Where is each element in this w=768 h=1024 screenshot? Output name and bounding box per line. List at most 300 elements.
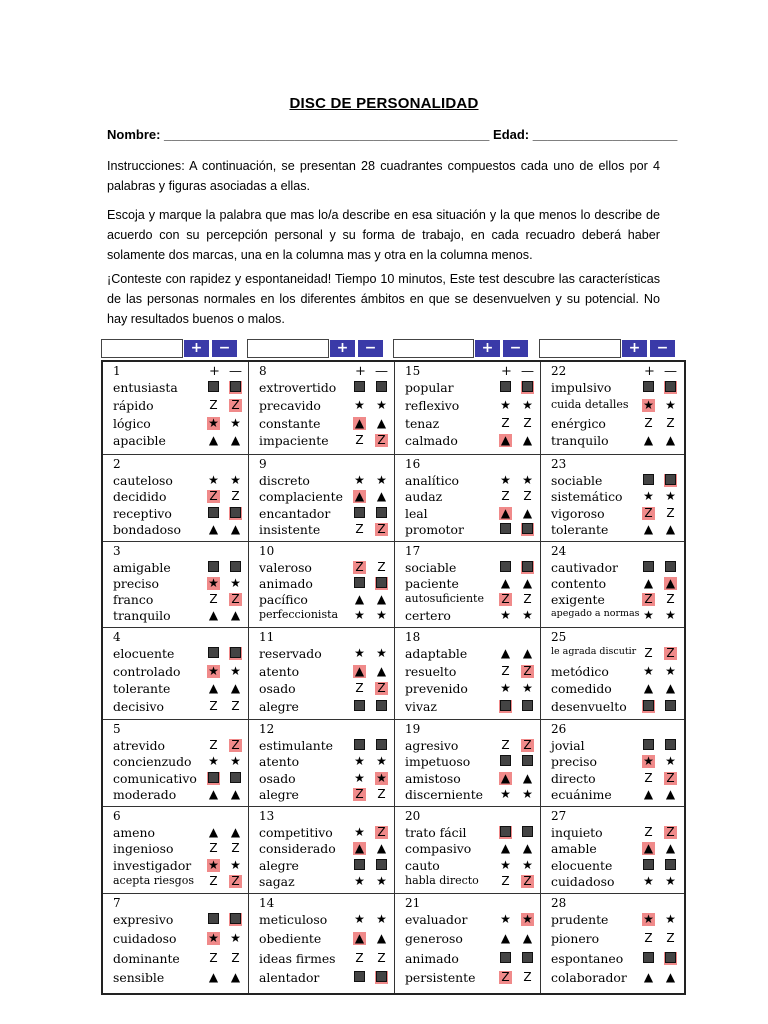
plus-star-icon[interactable]: ★ <box>500 786 511 801</box>
minus-square-icon[interactable] <box>664 859 677 872</box>
word-option: osado <box>259 681 296 696</box>
plus-square-icon[interactable] <box>353 381 366 394</box>
plus-star-icon[interactable]: ★ <box>208 576 219 590</box>
minus-z-letter-icon[interactable]: Z <box>231 698 240 713</box>
plus-square-icon[interactable] <box>499 381 512 394</box>
minus-triangle-icon[interactable]: ▲ <box>376 489 387 504</box>
plus-star-icon[interactable]: ★ <box>208 931 219 946</box>
plus-star-icon[interactable]: ★ <box>354 608 365 622</box>
minus-square-icon[interactable] <box>229 381 242 394</box>
plus-star-icon[interactable]: ★ <box>500 473 511 487</box>
minus-square-icon[interactable] <box>521 826 534 839</box>
word-option: lógico <box>113 415 151 431</box>
quadrant-3 <box>103 542 249 628</box>
quadrant-16 <box>395 455 541 542</box>
column-header-box <box>101 339 183 358</box>
quadrant-number: 27 <box>551 809 567 823</box>
plus-star-icon[interactable]: ★ <box>208 415 219 430</box>
minus-square-icon[interactable] <box>664 474 677 487</box>
minus-z-letter-icon[interactable]: Z <box>523 592 532 606</box>
minus-triangle-icon[interactable]: ▲ <box>522 433 533 448</box>
plus-triangle-icon[interactable]: ▲ <box>354 415 365 430</box>
plus-star-icon[interactable]: ★ <box>208 663 219 678</box>
word-option: expresivo <box>113 912 174 927</box>
minus-z-letter-icon[interactable]: Z <box>377 786 386 801</box>
plus-star-icon[interactable]: ★ <box>643 663 654 678</box>
plus-triangle-icon[interactable]: ▲ <box>208 969 219 984</box>
word-option: tolerante <box>551 521 609 537</box>
minus-star-icon[interactable]: ★ <box>376 397 387 412</box>
word-option: decisivo <box>113 698 164 714</box>
plus-star-icon[interactable]: ★ <box>354 646 365 660</box>
plus-triangle-icon[interactable]: ▲ <box>500 433 511 448</box>
plus-square-icon[interactable] <box>353 739 366 752</box>
plus-triangle-icon[interactable]: ▲ <box>208 825 219 839</box>
plus-z-letter-icon[interactable]: Z <box>353 788 366 801</box>
plus-z-letter-icon[interactable]: Z <box>644 825 653 839</box>
word-option: constante <box>259 415 321 431</box>
plus-z-letter-icon[interactable]: Z <box>209 698 218 713</box>
minus-star-icon[interactable]: ★ <box>230 663 241 678</box>
minus-triangle-icon[interactable]: ▲ <box>665 521 676 536</box>
document-title: DISC DE PERSONALIDAD <box>289 95 479 112</box>
minus-square-icon[interactable] <box>229 772 242 785</box>
minus-star-icon[interactable]: ★ <box>376 646 387 660</box>
word-option: cuida detalles <box>551 397 629 411</box>
minus-star-icon[interactable]: ★ <box>665 873 676 888</box>
minus-square-icon[interactable] <box>375 577 388 590</box>
plus-star-icon[interactable]: ★ <box>643 489 654 504</box>
plus-star-icon[interactable]: ★ <box>500 857 511 872</box>
minus-star-icon[interactable]: ★ <box>376 754 387 769</box>
minus-z-letter-icon[interactable]: Z <box>664 826 677 839</box>
plus-square-icon[interactable] <box>207 507 220 520</box>
minus-column-button[interactable]: − <box>503 340 528 357</box>
plus-square-icon[interactable] <box>207 772 220 785</box>
minus-z-letter-icon[interactable]: Z <box>377 560 386 574</box>
minus-square-icon[interactable] <box>521 755 534 768</box>
plus-square-icon[interactable] <box>207 913 220 926</box>
minus-star-icon[interactable]: ★ <box>522 397 533 412</box>
minus-z-letter-icon[interactable]: Z <box>664 647 677 660</box>
plus-star-icon[interactable]: ★ <box>208 473 219 487</box>
word-option: ameno <box>113 825 155 840</box>
plus-z-letter-icon[interactable]: Z <box>209 397 218 412</box>
word-option: amable <box>551 841 597 857</box>
minus-square-icon[interactable] <box>664 561 677 574</box>
minus-triangle-icon[interactable]: ▲ <box>522 505 533 520</box>
plus-triangle-icon[interactable]: ▲ <box>208 608 219 622</box>
minus-square-icon[interactable] <box>375 700 388 713</box>
plus-triangle-icon[interactable]: ▲ <box>643 681 654 695</box>
plus-square-icon[interactable] <box>642 952 655 965</box>
plus-z-letter-icon[interactable]: Z <box>644 646 653 660</box>
plus-star-icon[interactable]: ★ <box>643 912 654 926</box>
minus-star-icon[interactable]: ★ <box>376 912 387 926</box>
word-option: audaz <box>405 489 443 505</box>
minus-triangle-icon[interactable]: ▲ <box>665 576 676 590</box>
plus-star-icon[interactable]: ★ <box>643 873 654 888</box>
plus-triangle-icon[interactable]: ▲ <box>500 931 511 946</box>
word-option: alegre <box>259 698 299 714</box>
minus-square-icon[interactable] <box>521 381 534 394</box>
word-option: estimulante <box>259 738 334 753</box>
minus-triangle-icon[interactable]: ▲ <box>230 521 241 536</box>
minus-triangle-icon[interactable]: ▲ <box>522 841 533 856</box>
minus-square-icon[interactable] <box>521 561 534 574</box>
minus-star-icon[interactable]: ★ <box>522 681 533 695</box>
minus-z-letter-icon[interactable]: Z <box>231 841 240 856</box>
plus-square-icon[interactable] <box>642 859 655 872</box>
word-option: pionero <box>551 931 600 947</box>
minus-column-button[interactable]: − <box>650 340 675 357</box>
word-option: animado <box>405 950 459 966</box>
word-option: le agrada discutir <box>551 646 637 657</box>
word-option: generoso <box>405 931 463 947</box>
minus-triangle-icon[interactable]: ▲ <box>376 592 387 606</box>
minus-z-letter-icon[interactable]: Z <box>377 950 386 965</box>
word-option: pacífico <box>259 592 308 607</box>
minus-z-letter-icon[interactable]: Z <box>375 682 388 695</box>
plus-triangle-icon[interactable]: ▲ <box>354 841 365 856</box>
minus-triangle-icon[interactable]: ▲ <box>665 433 676 448</box>
minus-triangle-icon[interactable]: ▲ <box>376 841 387 856</box>
plus-column-button[interactable]: + <box>475 340 500 357</box>
minus-z-letter-icon[interactable]: Z <box>521 739 534 752</box>
word-option: rápido <box>113 397 154 413</box>
plus-z-letter-icon[interactable]: Z <box>642 593 655 606</box>
minus-square-icon[interactable] <box>375 859 388 872</box>
plus-square-icon[interactable] <box>642 739 655 752</box>
plus-square-icon[interactable] <box>353 700 366 713</box>
word-option: obediente <box>259 931 322 947</box>
minus-triangle-icon[interactable]: ▲ <box>230 433 241 448</box>
plus-z-letter-icon[interactable]: Z <box>644 931 653 946</box>
quadrant-number: 16 <box>405 457 421 471</box>
plus-triangle-icon[interactable]: ▲ <box>643 969 654 984</box>
minus-triangle-icon[interactable]: ▲ <box>230 969 241 984</box>
word-option: perfeccionista <box>259 608 339 621</box>
minus-star-icon[interactable]: ★ <box>522 912 533 926</box>
minus-z-letter-icon[interactable]: Z <box>521 665 534 678</box>
plus-star-icon[interactable]: ★ <box>208 754 219 769</box>
minus-star-icon[interactable]: ★ <box>230 473 241 487</box>
plus-square-icon[interactable] <box>207 647 220 660</box>
plus-z-letter-icon[interactable]: Z <box>207 490 220 503</box>
plus-star-icon[interactable]: ★ <box>354 912 365 926</box>
plus-column-button[interactable]: + <box>330 340 355 357</box>
minus-z-letter-icon[interactable]: Z <box>666 931 675 946</box>
word-option: compasivo <box>405 841 472 857</box>
word-option: colaborador <box>551 969 627 985</box>
plus-triangle-icon[interactable]: ▲ <box>354 592 365 606</box>
minus-square-icon[interactable] <box>229 913 242 926</box>
plus-z-letter-icon[interactable]: Z <box>209 738 218 752</box>
plus-triangle-icon[interactable]: ▲ <box>208 786 219 801</box>
plus-star-icon[interactable]: ★ <box>500 397 511 412</box>
plus-square-icon[interactable] <box>642 381 655 394</box>
minus-triangle-icon[interactable]: ▲ <box>522 931 533 946</box>
plus-square-icon[interactable] <box>353 971 366 984</box>
word-option: tenaz <box>405 415 440 431</box>
plus-square-icon[interactable] <box>499 952 512 965</box>
plus-z-letter-icon[interactable]: Z <box>642 507 655 520</box>
minus-star-icon[interactable]: ★ <box>230 931 241 946</box>
minus-star-icon[interactable]: ★ <box>230 576 241 590</box>
minus-z-letter-icon[interactable]: Z <box>523 415 532 430</box>
word-option: sagaz <box>259 873 295 889</box>
minus-square-icon[interactable] <box>375 739 388 752</box>
timing-note-paragraph: ¡Conteste con rapidez y espontaneidad! Tiempo 10 minutos, Este test descubre las características de las personas normales en los diferentes ámbitos en que se desenvuelven y su potencial. No hay resultados buenos o malos. <box>107 272 660 326</box>
word-option: impetuoso <box>405 754 471 770</box>
plus-triangle-icon[interactable]: ▲ <box>208 521 219 536</box>
minus-star-icon[interactable]: ★ <box>665 663 676 678</box>
minus-square-icon[interactable] <box>521 700 534 713</box>
minus-square-icon[interactable] <box>229 507 242 520</box>
word-option: cauto <box>405 857 440 873</box>
quadrant-number: 2 <box>113 457 121 471</box>
word-option: elocuente <box>551 857 613 873</box>
plus-z-letter-icon[interactable]: Z <box>501 738 510 752</box>
word-option: apacible <box>113 433 166 449</box>
minus-triangle-icon[interactable]: ▲ <box>522 646 533 660</box>
quadrant-number: 6 <box>113 809 121 823</box>
minus-column-button[interactable]: − <box>212 340 237 357</box>
minus-square-icon[interactable] <box>664 739 677 752</box>
quadrant-number: 26 <box>551 722 567 736</box>
plus-z-letter-icon[interactable]: Z <box>355 950 364 965</box>
minus-star-icon[interactable]: ★ <box>522 857 533 872</box>
plus-z-letter-icon[interactable]: Z <box>501 415 510 430</box>
minus-z-letter-icon[interactable]: Z <box>375 826 388 839</box>
minus-square-icon[interactable] <box>375 971 388 984</box>
minus-star-icon[interactable]: ★ <box>522 608 533 622</box>
quadrant-9 <box>249 455 395 542</box>
minus-mark-header: — <box>229 364 242 379</box>
plus-star-icon[interactable]: ★ <box>354 754 365 769</box>
plus-square-icon[interactable] <box>353 577 366 590</box>
word-option: franco <box>113 592 154 607</box>
plus-triangle-icon[interactable]: ▲ <box>643 521 654 536</box>
minus-triangle-icon[interactable]: ▲ <box>665 681 676 695</box>
quadrant-number: 9 <box>259 457 267 471</box>
minus-triangle-icon[interactable]: ▲ <box>665 786 676 801</box>
minus-triangle-icon[interactable]: ▲ <box>230 825 241 839</box>
plus-column-button[interactable]: + <box>184 340 209 357</box>
plus-z-letter-icon[interactable]: Z <box>209 873 218 888</box>
plus-star-icon[interactable]: ★ <box>354 825 365 839</box>
word-option: ingenioso <box>113 841 174 857</box>
minus-triangle-icon[interactable]: ▲ <box>230 608 241 622</box>
quadrant-number: 7 <box>113 896 121 910</box>
minus-z-letter-icon[interactable]: Z <box>521 875 534 888</box>
minus-z-letter-icon[interactable]: Z <box>229 593 242 606</box>
plus-triangle-icon[interactable]: ▲ <box>354 489 365 504</box>
minus-star-icon[interactable]: ★ <box>665 912 676 926</box>
plus-star-icon[interactable]: ★ <box>354 873 365 888</box>
plus-square-icon[interactable] <box>207 381 220 394</box>
minus-triangle-icon[interactable]: ▲ <box>376 931 387 946</box>
minus-triangle-icon[interactable]: ▲ <box>230 786 241 801</box>
minus-star-icon[interactable]: ★ <box>665 608 676 622</box>
plus-triangle-icon[interactable]: ▲ <box>500 770 511 785</box>
plus-triangle-icon[interactable]: ▲ <box>643 786 654 801</box>
plus-square-icon[interactable] <box>642 474 655 487</box>
minus-square-icon[interactable] <box>375 381 388 394</box>
minus-star-icon[interactable]: ★ <box>522 786 533 801</box>
plus-triangle-icon[interactable]: ▲ <box>500 646 511 660</box>
minus-square-icon[interactable] <box>664 952 677 965</box>
word-option: amigable <box>113 560 171 575</box>
minus-z-letter-icon[interactable]: Z <box>231 489 240 504</box>
minus-triangle-icon[interactable]: ▲ <box>376 415 387 430</box>
plus-square-icon[interactable] <box>353 507 366 520</box>
plus-triangle-icon[interactable]: ▲ <box>208 681 219 695</box>
plus-square-icon[interactable] <box>499 755 512 768</box>
minus-star-icon[interactable]: ★ <box>230 415 241 430</box>
minus-z-letter-icon[interactable]: Z <box>229 875 242 888</box>
minus-mark-header: — <box>375 364 388 379</box>
plus-triangle-icon[interactable]: ▲ <box>643 841 654 856</box>
minus-star-icon[interactable]: ★ <box>376 770 387 785</box>
plus-triangle-icon[interactable]: ▲ <box>500 841 511 856</box>
quadrant-25 <box>541 628 684 720</box>
word-option: comedido <box>551 681 612 696</box>
word-option: discreto <box>259 473 310 488</box>
minus-triangle-icon[interactable]: ▲ <box>522 576 533 590</box>
minus-triangle-icon[interactable]: ▲ <box>230 681 241 695</box>
plus-star-icon[interactable]: ★ <box>500 608 511 622</box>
plus-star-icon[interactable]: ★ <box>354 397 365 412</box>
minus-star-icon[interactable]: ★ <box>522 473 533 487</box>
word-option: preciso <box>551 754 597 770</box>
plus-square-icon[interactable] <box>642 700 655 713</box>
minus-z-letter-icon[interactable]: Z <box>229 739 242 752</box>
plus-z-letter-icon[interactable]: Z <box>644 770 653 785</box>
minus-square-icon[interactable] <box>664 700 677 713</box>
word-option: promotor <box>405 521 464 537</box>
minus-z-letter-icon[interactable]: Z <box>523 489 532 504</box>
word-option: agresivo <box>405 738 459 753</box>
plus-star-icon[interactable]: ★ <box>354 473 365 487</box>
plus-triangle-icon[interactable]: ▲ <box>643 576 654 590</box>
plus-z-letter-icon[interactable]: Z <box>644 415 653 430</box>
plus-z-letter-icon[interactable]: Z <box>355 433 364 448</box>
word-option: tranquilo <box>551 433 609 449</box>
plus-triangle-icon[interactable]: ▲ <box>643 433 654 448</box>
quadrant-number: 20 <box>405 809 421 823</box>
minus-z-letter-icon[interactable]: Z <box>375 523 388 536</box>
plus-z-letter-icon[interactable]: Z <box>355 681 364 695</box>
plus-square-icon[interactable] <box>207 561 220 574</box>
plus-z-letter-icon[interactable]: Z <box>355 521 364 536</box>
minus-z-letter-icon[interactable]: Z <box>666 415 675 430</box>
minus-z-letter-icon[interactable]: Z <box>229 399 242 412</box>
plus-triangle-icon[interactable]: ▲ <box>500 576 511 590</box>
minus-z-letter-icon[interactable]: Z <box>666 592 675 606</box>
minus-column-button[interactable]: − <box>358 340 383 357</box>
minus-star-icon[interactable]: ★ <box>230 857 241 872</box>
plus-triangle-icon[interactable]: ▲ <box>354 663 365 678</box>
word-option: decidido <box>113 489 167 505</box>
plus-square-icon[interactable] <box>499 826 512 839</box>
plus-triangle-icon[interactable]: ▲ <box>354 931 365 946</box>
word-option: controlado <box>113 663 181 679</box>
quadrant-number: 22 <box>551 364 567 378</box>
plus-star-icon[interactable]: ★ <box>354 770 365 785</box>
minus-triangle-icon[interactable]: ▲ <box>376 663 387 678</box>
plus-star-icon[interactable]: ★ <box>643 397 654 412</box>
word-option: reservado <box>259 646 322 661</box>
plus-square-icon[interactable] <box>642 561 655 574</box>
plus-z-letter-icon[interactable]: Z <box>499 593 512 606</box>
minus-z-letter-icon[interactable]: Z <box>664 772 677 785</box>
minus-z-letter-icon[interactable]: Z <box>375 434 388 447</box>
minus-square-icon[interactable] <box>521 523 534 536</box>
plus-z-letter-icon[interactable]: Z <box>209 592 218 606</box>
plus-z-letter-icon[interactable]: Z <box>499 971 512 984</box>
plus-triangle-icon[interactable]: ▲ <box>208 433 219 448</box>
plus-star-icon[interactable]: ★ <box>643 754 654 769</box>
plus-triangle-icon[interactable]: ▲ <box>500 505 511 520</box>
minus-triangle-icon[interactable]: ▲ <box>522 770 533 785</box>
name-age-line: Nombre: _____________________________________________ Edad: ____________________ <box>107 127 678 142</box>
word-option: impaciente <box>259 433 329 449</box>
minus-square-icon[interactable] <box>375 507 388 520</box>
minus-z-letter-icon[interactable]: Z <box>666 505 675 520</box>
word-option: comunicativo <box>113 770 197 786</box>
plus-square-icon[interactable] <box>499 700 512 713</box>
minus-triangle-icon[interactable]: ▲ <box>665 969 676 984</box>
plus-square-icon[interactable] <box>499 523 512 536</box>
plus-z-letter-icon[interactable]: Z <box>501 873 510 888</box>
minus-star-icon[interactable]: ★ <box>665 489 676 504</box>
plus-star-icon[interactable]: ★ <box>500 681 511 695</box>
plus-star-icon[interactable]: ★ <box>643 608 654 622</box>
plus-z-letter-icon[interactable]: Z <box>501 489 510 504</box>
minus-z-letter-icon[interactable]: Z <box>231 950 240 965</box>
quadrant-14 <box>249 894 395 993</box>
plus-square-icon[interactable] <box>499 561 512 574</box>
minus-square-icon[interactable] <box>521 952 534 965</box>
quadrant-number: 21 <box>405 896 421 910</box>
plus-square-icon[interactable] <box>353 859 366 872</box>
word-option: atrevido <box>113 738 165 753</box>
minus-star-icon[interactable]: ★ <box>665 397 676 412</box>
quadrant-4 <box>103 628 249 720</box>
minus-square-icon[interactable] <box>664 381 677 394</box>
plus-z-letter-icon[interactable]: Z <box>353 561 366 574</box>
minus-star-icon[interactable]: ★ <box>376 473 387 487</box>
minus-square-icon[interactable] <box>229 647 242 660</box>
minus-star-icon[interactable]: ★ <box>376 608 387 622</box>
word-option: impulsivo <box>551 380 612 395</box>
minus-triangle-icon[interactable]: ▲ <box>665 841 676 856</box>
minus-z-letter-icon[interactable]: Z <box>523 969 532 984</box>
plus-z-letter-icon[interactable]: Z <box>209 950 218 965</box>
minus-square-icon[interactable] <box>229 561 242 574</box>
plus-star-icon[interactable]: ★ <box>208 857 219 872</box>
word-option: sistemático <box>551 489 623 505</box>
plus-column-button[interactable]: + <box>622 340 647 357</box>
plus-star-icon[interactable]: ★ <box>500 912 511 926</box>
word-option: amistoso <box>405 770 461 786</box>
minus-star-icon[interactable]: ★ <box>376 873 387 888</box>
minus-star-icon[interactable]: ★ <box>230 754 241 769</box>
plus-z-letter-icon[interactable]: Z <box>501 663 510 678</box>
plus-z-letter-icon[interactable]: Z <box>209 841 218 856</box>
minus-star-icon[interactable]: ★ <box>665 754 676 769</box>
